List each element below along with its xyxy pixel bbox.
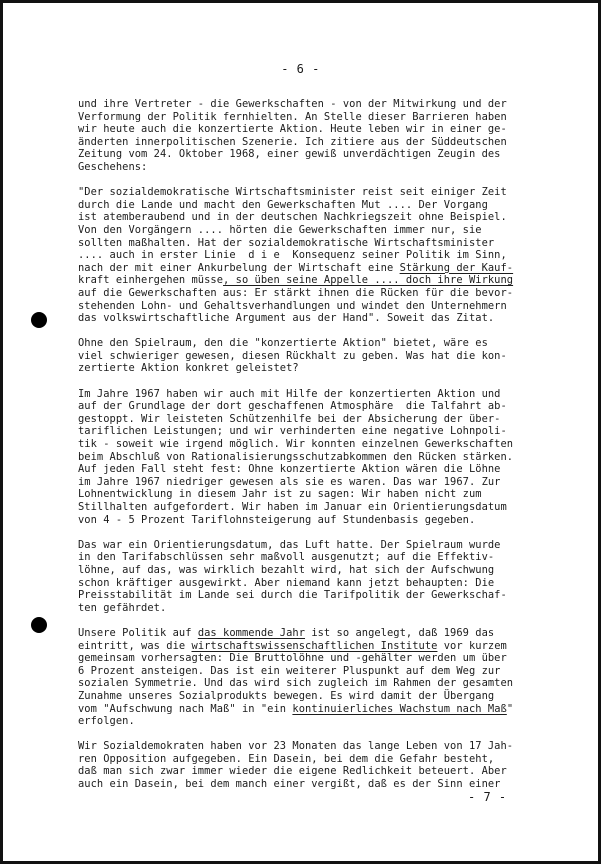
- text-line: [78, 438, 573, 451]
- text-segment: das volkswirtschaftliche Argument aus der Hand". Soweit das Zitat.: [78, 312, 495, 325]
- text-segment: sozialen Symmetrie. Und das wird sich zugleich im Rahmen der gesamten: [78, 677, 514, 690]
- text-segment: änderten innerpolitischen Szenerie. Ich zitiere aus der Süddeutschen: [78, 135, 507, 148]
- text-segment: tariflichen Leistungen; und wir verhinderten eine negative Lohnpoli-: [78, 425, 507, 438]
- paragraph: [78, 627, 573, 728]
- text-line: [78, 602, 573, 615]
- text-line: [78, 136, 573, 149]
- text-line: [78, 262, 573, 275]
- text-segment: eintritt, was die: [78, 639, 192, 652]
- text-line: [78, 337, 573, 350]
- text-segment: wir heute auch die konzertierte Aktion. Heute leben wir in einer ge-: [78, 123, 507, 136]
- text-line: [78, 388, 573, 401]
- text-line: [78, 677, 573, 690]
- text-segment: viel schwieriger gewesen, diesen Rückhalt zu geben. Was hat die kon-: [78, 349, 507, 362]
- paragraph: [78, 98, 573, 174]
- text-line: [78, 765, 573, 778]
- text-segment: auf die Gewerkschaften aus: Er stärkt ihnen die Rücken für die bevor-: [78, 286, 514, 299]
- text-line: [78, 551, 573, 564]
- text-line: [78, 577, 573, 590]
- text-line: [78, 350, 573, 363]
- text-line: [78, 249, 573, 262]
- text-segment: von 4 - 5 Prozent Tariflohnsteigerung auf Stundenbasis gegeben.: [78, 513, 476, 526]
- text-segment: schon kräftiger ausgewirkt. Aber niemand kann jetzt behaupten: Die: [78, 576, 495, 589]
- text-line: [78, 111, 573, 124]
- text-segment: löhne, auf das, was wirklich bezahlt wird, hat sich der Aufschwung: [78, 563, 495, 576]
- text-line: [78, 627, 573, 640]
- text-line: [78, 211, 573, 224]
- text-segment: Wir Sozialdemokraten haben vor 23 Monaten das lange Leben von 17 Jah-: [78, 740, 514, 753]
- punch-hole-upper: [31, 312, 47, 328]
- text-segment: 6 Prozent ansteigen. Das ist ein weiterer Pluspunkt auf dem Weg zur: [78, 664, 501, 677]
- punch-hole-lower: [31, 617, 47, 633]
- text-segment: Preisstabilität im Lande sei durch die Tarifpolitik der Gewerkschaf-: [78, 589, 507, 602]
- page-number-top: - 6 -: [281, 62, 320, 76]
- text-line: [78, 274, 573, 287]
- text-segment: durch die Lande und macht den Gewerkschaften Mut .... Der Vorgang: [78, 198, 488, 211]
- text-segment: Ohne den Spielraum, den die "konzertierte Aktion" bietet, wäre es: [78, 337, 488, 350]
- text-line: [78, 589, 573, 602]
- text-segment: daß man sich zwar immer wieder die eigene Redlichkeit beteuert. Aber: [78, 765, 507, 778]
- paragraph: [78, 539, 573, 615]
- paragraph: [78, 740, 573, 790]
- underlined-text: Stärkung der Kauf-: [399, 261, 514, 274]
- text-segment: Im Jahre 1967 haben wir auch mit Hilfe der konzertierten Aktion und: [78, 387, 501, 400]
- text-segment: tik - soweit wie irgend möglich. Wir konnten einzelnen Gewerkschaften: [78, 438, 514, 451]
- text-segment: kraft einhergehen müsse: [78, 274, 224, 287]
- text-line: [78, 715, 573, 728]
- paragraph: [78, 186, 573, 325]
- text-segment: beim Abschluß von Rationalisierungsschutzabkommen den Rücken stärken.: [78, 450, 514, 463]
- text-line: [78, 425, 573, 438]
- text-line: [78, 413, 573, 426]
- text-segment: in den Tarifabschlüssen sehr maßvoll ausgenutzt; auf die Effektiv-: [78, 551, 495, 564]
- text-segment: ist atemberaubend und in der deutschen Nachkriegszeit ohne Beispiel.: [78, 211, 507, 224]
- text-segment: im Jahre 1967 niedriger gewesen als sie es waren. Das war 1967. Zur: [78, 475, 501, 488]
- text-segment: Geschehens:: [78, 160, 148, 173]
- text-segment: Lohnentwicklung in diesem Jahr ist zu sagen: Wir haben nicht zum: [78, 488, 482, 501]
- scan-border-top: [0, 0, 601, 3]
- text-segment: Das war ein Orientierungsdatum, das Luft hatte. Der Spielraum wurde: [78, 538, 501, 551]
- text-line: [78, 362, 573, 375]
- text-line: [78, 161, 573, 174]
- text-line: [78, 501, 573, 514]
- text-segment: gemeinsam vorhersagten: Die Bruttolöhne und -gehälter werden um über: [78, 652, 507, 665]
- text-line: [78, 514, 573, 527]
- text-line: [78, 690, 573, 703]
- text-line: [78, 463, 573, 476]
- text-segment: vom "Aufschwung nach Maß" in "ein: [78, 702, 293, 715]
- text-segment: "Der sozialdemokratische Wirtschaftsminister reist seit einiger Zeit: [78, 186, 507, 199]
- underlined-text: das kommende Jahr: [197, 626, 306, 639]
- text-line: [78, 186, 573, 199]
- underlined-text: , so üben seine Appelle .... doch ihre Wirkung: [223, 274, 514, 287]
- scan-border-left: [0, 0, 3, 864]
- text-segment: Verformung der Politik fernhielten. An Stelle dieser Barrieren haben: [78, 110, 507, 123]
- text-line: [78, 300, 573, 313]
- text-segment: und ihre Vertreter - die Gewerkschaften - von der Mitwirkung und der: [78, 98, 507, 110]
- text-segment: Auf jeden Fall steht fest: Ohne konzertierte Aktion wären die Löhne: [78, 463, 501, 476]
- text-segment: stehenden Lohn- und Gehaltsverhandlungen und windet den Unternehmern: [78, 299, 507, 312]
- text-line: [78, 665, 573, 678]
- text-segment: Von den Vorgängern .... hörten die Gewerkschaften immer nur, sie: [78, 223, 482, 236]
- page-number-bottom: - 7 -: [468, 790, 507, 804]
- text-segment: auf der Grundlage der dort geschaffenen Atmosphäre die Talfahrt ab-: [78, 400, 507, 413]
- text-line: [78, 539, 573, 552]
- text-segment: zertierte Aktion konkret geleistet?: [78, 362, 299, 375]
- text-line: [78, 753, 573, 766]
- text-segment: ": [506, 702, 514, 715]
- text-line: [78, 98, 573, 111]
- text-line: [78, 400, 573, 413]
- text-line: [78, 199, 573, 212]
- text-line: [78, 148, 573, 161]
- text-segment: nach der mit einer Ankurbelung der Wirtschaft eine: [78, 261, 400, 274]
- text-line: [78, 778, 573, 791]
- text-segment: erfolgen.: [78, 715, 135, 728]
- text-line: [78, 123, 573, 136]
- text-line: [78, 740, 573, 753]
- text-segment: ren Opposition aufgegeben. Ein Dasein, bei dem die Gefahr besteht,: [78, 752, 495, 765]
- paragraph: [78, 388, 573, 527]
- text-segment: .... auch in erster Linie d i e Konsequenz seiner Politik im Sinn,: [78, 249, 507, 262]
- text-segment: auch ein Dasein, bei dem manch einer vergißt, daß es der Sinn einer: [78, 778, 501, 791]
- text-segment: ist so angelegt, daß 1969 das: [305, 626, 495, 639]
- text-segment: Unsere Politik auf: [78, 626, 198, 639]
- text-segment: gestoppt. Wir leisteten Schützenhilfe bei der Absicherung der über-: [78, 412, 501, 425]
- underlined-text: wirtschaftswissenschaftlichen Institute: [191, 639, 438, 652]
- text-line: [78, 564, 573, 577]
- text-segment: sollten maßhalten. Hat der sozialdemokratische Wirtschaftsminister: [78, 236, 495, 249]
- text-segment: Zunahme unseres Sozialprodukts bewegen. Es wird damit der Übergang: [78, 689, 495, 702]
- body-text: [78, 98, 573, 803]
- text-segment: Zeitung vom 24. Oktober 1968, einer gewiß unverdächtigen Zeugin des: [78, 148, 501, 161]
- text-segment: vor kurzem: [437, 639, 507, 652]
- text-line: [78, 237, 573, 250]
- underlined-text: kontinuierliches Wachstum nach Maß: [292, 702, 507, 715]
- text-line: [78, 640, 573, 653]
- paragraph: [78, 337, 573, 375]
- text-line: [78, 488, 573, 501]
- text-line: [78, 312, 573, 325]
- text-line: [78, 476, 573, 489]
- text-segment: Stillhalten aufgefordert. Wir haben im Januar ein Orientierungsdatum: [78, 501, 507, 513]
- text-line: [78, 451, 573, 464]
- text-line: [78, 224, 573, 237]
- text-line: [78, 703, 573, 716]
- text-line: [78, 652, 573, 665]
- text-segment: ten gefährdet.: [78, 601, 167, 614]
- text-line: [78, 287, 573, 300]
